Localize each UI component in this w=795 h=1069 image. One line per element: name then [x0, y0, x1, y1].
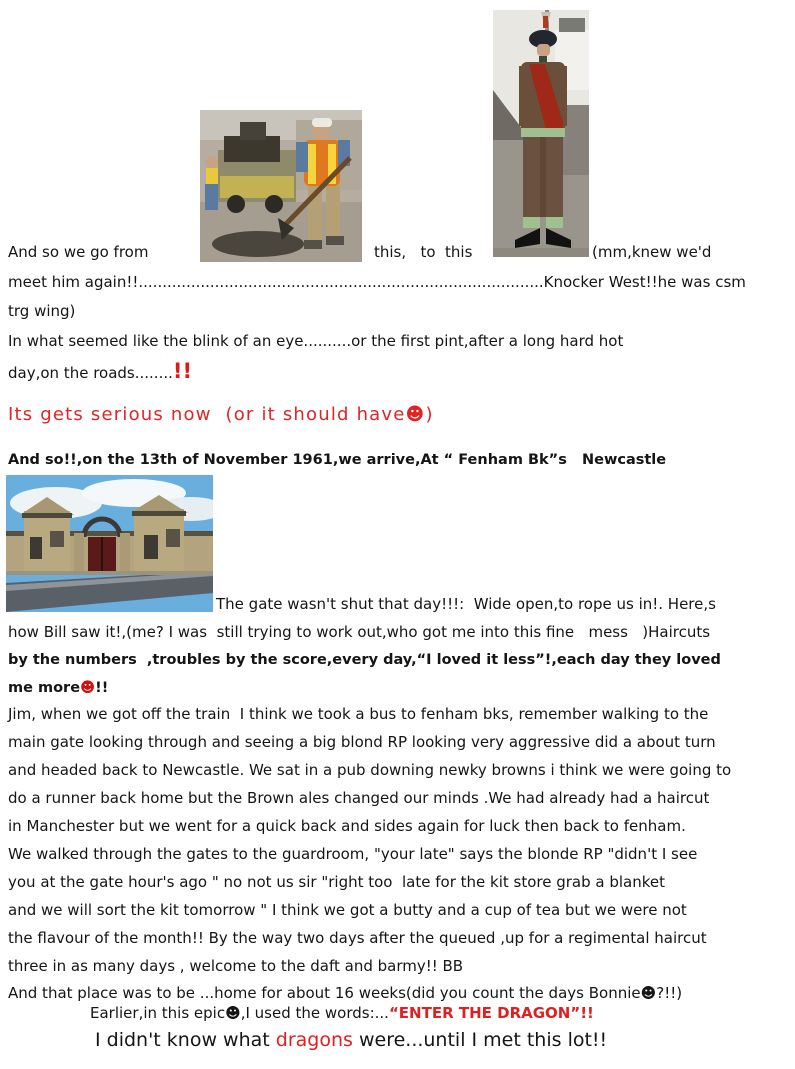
arrival-date-line: And so!!,on the 13th of November 1961,we arrive,At “ Fenham Bk”s Newcastle [8, 452, 667, 468]
more-line-text: me more [8, 680, 81, 696]
enter-the-dragon-text: “ENTER THE DRAGON”!! [388, 1004, 594, 1022]
intro-line1-c: (mm,knew we'd [592, 243, 712, 261]
soldier-photo [493, 10, 589, 257]
intro-line1-a: And so we go from [8, 243, 149, 261]
final-line [95, 1030, 607, 1050]
numbers-line: by the numbers ,troubles by the score,every day,“I loved it less”!,each day they loved [8, 652, 721, 668]
earlier-line [90, 1003, 594, 1023]
intro-line5 [8, 359, 193, 383]
intro-line2: meet him again!!.....................................................................................Knocker West!!he was csm [8, 273, 746, 291]
memoir-line: the flavour of the month!! By the way two days after the queued ,up for a regimental haircut [8, 929, 707, 947]
memoir-line: And that place was to be ...home for about 16 weeks(did you count the days Bonnie☻?!!) [8, 984, 683, 1002]
intro-line4: In what seemed like the blink of an eye..........or the first pint,after a long hard hot [8, 332, 624, 350]
final-line-pre: I didn't know what [95, 1029, 276, 1051]
memoir-line: three in as many days , welcome to the daft and barmy!! BB [8, 957, 464, 975]
gate-line: The gate wasn't shut that day!!!: Wide open,to rope us in!. Here,s [216, 595, 716, 613]
memoir-line: in Manchester but we went for a quick back and sides again for luck then back to fenham. [8, 817, 686, 835]
memoir-line: and we will sort the kit tomorrow " I think we got a butty and a cup of tea but we were not [8, 901, 687, 919]
red-exclamation: !! [172, 359, 193, 383]
intro-line5-text: day,on the roads........ [8, 364, 173, 382]
intro-line1-b: this, to this [374, 243, 473, 261]
earlier-line-text: Earlier,in this epic☻,I used the words:... [90, 1004, 389, 1022]
more-line-bang: !! [95, 680, 109, 696]
barracks-photo [6, 475, 213, 612]
intro-line3: trg wing) [8, 302, 76, 320]
more-line [8, 678, 108, 698]
memoir-line: We walked through the gates to the guardroom, "your late" says the blonde RP "didn't I see [8, 845, 698, 863]
memoir-line: do a runner back home but the Brown ales changed our minds .We had already had a haircut [8, 789, 710, 807]
final-line-post: were...until I met this lot!! [352, 1029, 608, 1051]
bill-line: how Bill saw it!,(me? I was still trying to work out,who got me into this fine mess )Haircuts [8, 623, 711, 641]
memoir-line: you at the gate hour's ago " no not us sir "right too late for the kit store grab a blanket [8, 873, 666, 891]
section-heading: Its gets serious now (or it should have☻) [8, 404, 434, 425]
memoir-line: main gate looking through and seeing a big blond RP looking very aggressive did a about turn [8, 733, 716, 751]
dragons-word: dragons [275, 1029, 353, 1051]
memoir-line: and headed back to Newcastle. We sat in a pub downing newky browns i think we were going to [8, 761, 732, 779]
roadworks-photo [200, 110, 362, 262]
memoir-line: Jim, when we got off the train I think we took a bus to fenham bks, remember walking to the [8, 705, 709, 723]
red-smiley-icon: ☻ [80, 680, 96, 696]
